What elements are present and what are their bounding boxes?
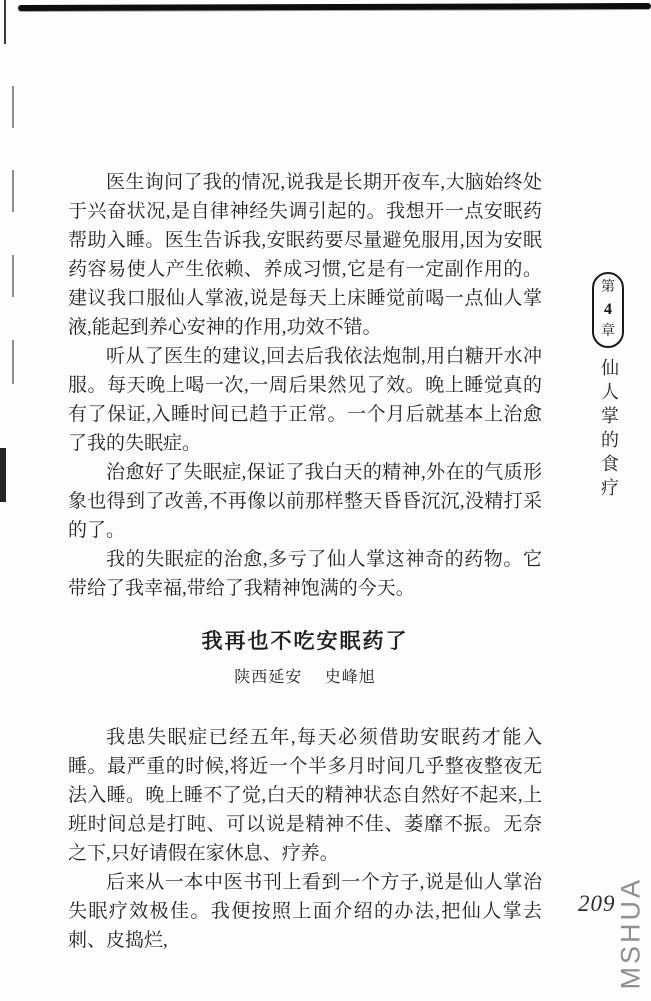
- chapter-badge-prefix: 第: [601, 280, 615, 295]
- byline: [68, 665, 542, 691]
- scan-artifact-left-tick: [12, 255, 14, 297]
- chapter-badge-suffix: 章: [601, 324, 615, 339]
- section-title: 我再也不吃安眠药了: [201, 629, 409, 653]
- body-text-column: [68, 168, 542, 955]
- scan-artifact-left-tick: [12, 340, 14, 384]
- paragraph: 听从了医生的建议,回去后我依法炮制,用白糖开水冲服。每天晚上喝一次,一周后果然见了效。晚上睡觉真的有了保证,入睡时间已趋于正常。一个月后就基本上治愈了我的失眠症。: [68, 346, 542, 454]
- scan-artifact-left-tick: [12, 86, 14, 128]
- chapter-badge: [592, 272, 624, 348]
- scan-artifact-top-line: [18, 3, 651, 11]
- watermark: MSHUA: [615, 876, 646, 990]
- section-body: [68, 723, 542, 955]
- byline-location: 陕西延安: [234, 669, 303, 686]
- scan-artifact-left-bar: [0, 448, 6, 502]
- paragraph: 后来从一本中医书刊上看到一个方子,说是仙人掌治失眠疗效极佳。我便按照上面介绍的办法,把仙人掌去刺、皮捣烂,: [68, 872, 542, 951]
- chapter-title-vertical: 仙人掌的食疗: [599, 358, 619, 502]
- byline-author: 史峰旭: [324, 669, 376, 686]
- page-number: 209: [578, 891, 616, 916]
- paragraph: 医生询问了我的情况,说我是长期开夜车,大脑始终处于兴奋状况,是自律神经失调引起的。我想开一点安眠药帮助入睡。医生告诉我,安眠药要尽量避免服用,因为安眠药容易使人产生依赖、养成习惯,它是有一定副作用的。建议我口服仙人掌液,说是每天上床睡觉前喝一点仙人掌液,能起到养心安神的作用,功效不错。: [68, 172, 542, 338]
- paragraph: 我患失眠症已经五年,每天必须借助安眠药才能入睡。最严重的时候,将近一个半多月时间几乎整夜整夜无法入睡。晚上睡不了觉,白天的精神状态自然好不起来,上班时间总是打盹、可以说是精神不佳、萎靡不振。无奈之下,只好请假在家休息、疗养。: [68, 727, 542, 864]
- scan-artifact-left-tick: [4, 0, 6, 44]
- scan-artifact-left-tick: [12, 170, 14, 212]
- paragraph: 我的失眠症的治愈,多亏了仙人掌这神奇的药物。它带给了我幸福,带给了我精神饱满的今天。: [68, 549, 542, 599]
- paragraph: 治愈好了失眠症,保证了我白天的精神,外在的气质形象也得到了改善,不再像以前那样整天昏昏沉沉,没精打采的了。: [68, 462, 542, 541]
- chapter-badge-number: 4: [604, 301, 612, 318]
